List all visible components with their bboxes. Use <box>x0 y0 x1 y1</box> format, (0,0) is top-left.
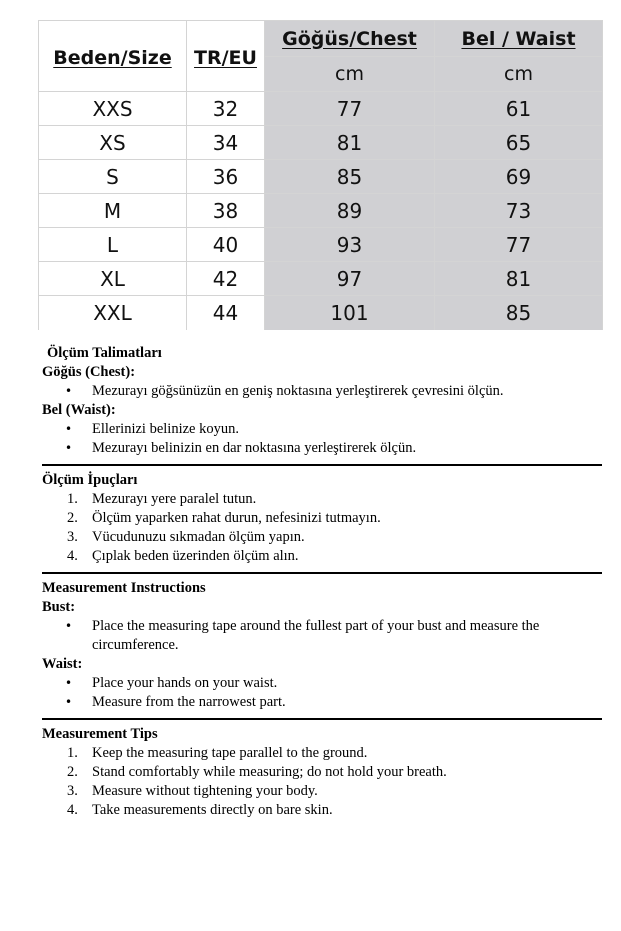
list-text: Mezurayı yere paralel tutun. <box>92 491 257 507</box>
section-divider <box>42 572 602 574</box>
size-cell: M <box>39 194 187 228</box>
waist-cell: 65 <box>435 126 603 160</box>
list-number: 1. <box>67 491 78 507</box>
waist-cell: 81 <box>435 262 603 296</box>
waist-cell: 77 <box>435 228 603 262</box>
en-bust-list <box>42 617 602 655</box>
en-tips-list <box>42 744 602 820</box>
table-row <box>39 160 603 194</box>
size-cell: XS <box>39 126 187 160</box>
list-text: Stand comfortably while measuring; do not hold your breath. <box>92 764 447 780</box>
list-number: 4. <box>67 802 78 818</box>
list-item <box>42 490 602 509</box>
chest-cell: 89 <box>265 194 435 228</box>
list-text: Keep the measuring tape parallel to the ground. <box>92 745 368 761</box>
list-item: • Mezurayı belinizin en dar noktasına yerleştirerek ölçün. <box>42 439 602 458</box>
tr-instructions-section <box>42 344 602 458</box>
list-item <box>42 528 602 547</box>
section-divider <box>42 464 602 466</box>
list-text: Çıplak beden üzerinden ölçüm alın. <box>92 548 299 564</box>
list-text: Ölçüm yaparken rahat durun, nefesinizi tutmayın. <box>92 510 381 526</box>
chest-cell: 77 <box>265 92 435 126</box>
list-number: 2. <box>67 510 78 526</box>
list-item <box>42 547 602 566</box>
chest-cell: 101 <box>265 296 435 330</box>
size-chart-table <box>38 20 603 330</box>
en-waist-label: Waist: <box>42 656 83 672</box>
list-text: Take measurements directly on bare skin. <box>92 802 333 818</box>
tr-chest-list <box>42 382 602 401</box>
tr-eu-cell: 34 <box>187 126 265 160</box>
tr-eu-column-header: TR/EU <box>187 21 265 92</box>
chest-cell: 93 <box>265 228 435 262</box>
list-item: • Place your hands on your waist. <box>42 674 602 693</box>
tr-eu-cell: 38 <box>187 194 265 228</box>
waist-unit-header: cm <box>435 57 603 92</box>
en-tips-title: Measurement Tips <box>42 726 158 742</box>
list-number: 3. <box>67 529 78 545</box>
en-waist-list <box>42 674 602 712</box>
tr-tips-list <box>42 490 602 566</box>
size-cell: XL <box>39 262 187 296</box>
list-item <box>42 744 602 763</box>
chest-cell: 81 <box>265 126 435 160</box>
tr-chest-label: Göğüs (Chest): <box>42 364 136 380</box>
table-row <box>39 126 603 160</box>
list-item <box>42 763 602 782</box>
tr-instructions-title: Ölçüm Talimatları <box>47 345 162 361</box>
list-item: • Place the measuring tape around the fullest part of your bust and measure the circumference. <box>42 617 602 655</box>
waist-cell: 73 <box>435 194 603 228</box>
waist-cell: 61 <box>435 92 603 126</box>
size-cell: XXL <box>39 296 187 330</box>
list-text: Measure without tightening your body. <box>92 783 318 799</box>
en-bust-label: Bust: <box>42 599 76 615</box>
list-item: • Mezurayı göğsünüzün en geniş noktasına yerleştirerek çevresini ölçün. <box>42 382 602 401</box>
table-row <box>39 262 603 296</box>
chest-column-header: Göğüs/Chest <box>265 21 435 57</box>
size-cell: L <box>39 228 187 262</box>
table-header-row <box>39 21 603 57</box>
waist-cell: 69 <box>435 160 603 194</box>
measurement-guide <box>42 344 602 820</box>
tr-eu-cell: 36 <box>187 160 265 194</box>
list-item <box>42 509 602 528</box>
list-number: 1. <box>67 745 78 761</box>
table-row <box>39 228 603 262</box>
size-cell: XXS <box>39 92 187 126</box>
list-item: • Ellerinizi belinize koyun. <box>42 420 602 439</box>
tr-tips-section <box>42 471 602 566</box>
list-number: 2. <box>67 764 78 780</box>
size-cell: S <box>39 160 187 194</box>
tr-eu-cell: 32 <box>187 92 265 126</box>
tr-tips-title: Ölçüm İpuçları <box>42 472 138 488</box>
list-item <box>42 801 602 820</box>
tr-waist-label: Bel (Waist): <box>42 402 116 418</box>
list-item <box>42 782 602 801</box>
tr-eu-cell: 40 <box>187 228 265 262</box>
tr-eu-cell: 42 <box>187 262 265 296</box>
chest-cell: 85 <box>265 160 435 194</box>
list-text: Vücudunuzu sıkmadan ölçüm yapın. <box>92 529 305 545</box>
en-tips-section <box>42 725 602 820</box>
section-divider <box>42 718 602 720</box>
list-number: 4. <box>67 548 78 564</box>
size-column-header: Beden/Size <box>39 21 187 92</box>
list-item: • Measure from the narrowest part. <box>42 693 602 712</box>
waist-column-header: Bel / Waist <box>435 21 603 57</box>
tr-eu-cell: 44 <box>187 296 265 330</box>
en-instructions-title: Measurement Instructions <box>42 580 206 596</box>
table-row <box>39 296 603 330</box>
table-row <box>39 194 603 228</box>
waist-cell: 85 <box>435 296 603 330</box>
table-row <box>39 92 603 126</box>
chest-cell: 97 <box>265 262 435 296</box>
en-instructions-section <box>42 579 602 712</box>
list-number: 3. <box>67 783 78 799</box>
tr-waist-list <box>42 420 602 458</box>
chest-unit-header: cm <box>265 57 435 92</box>
